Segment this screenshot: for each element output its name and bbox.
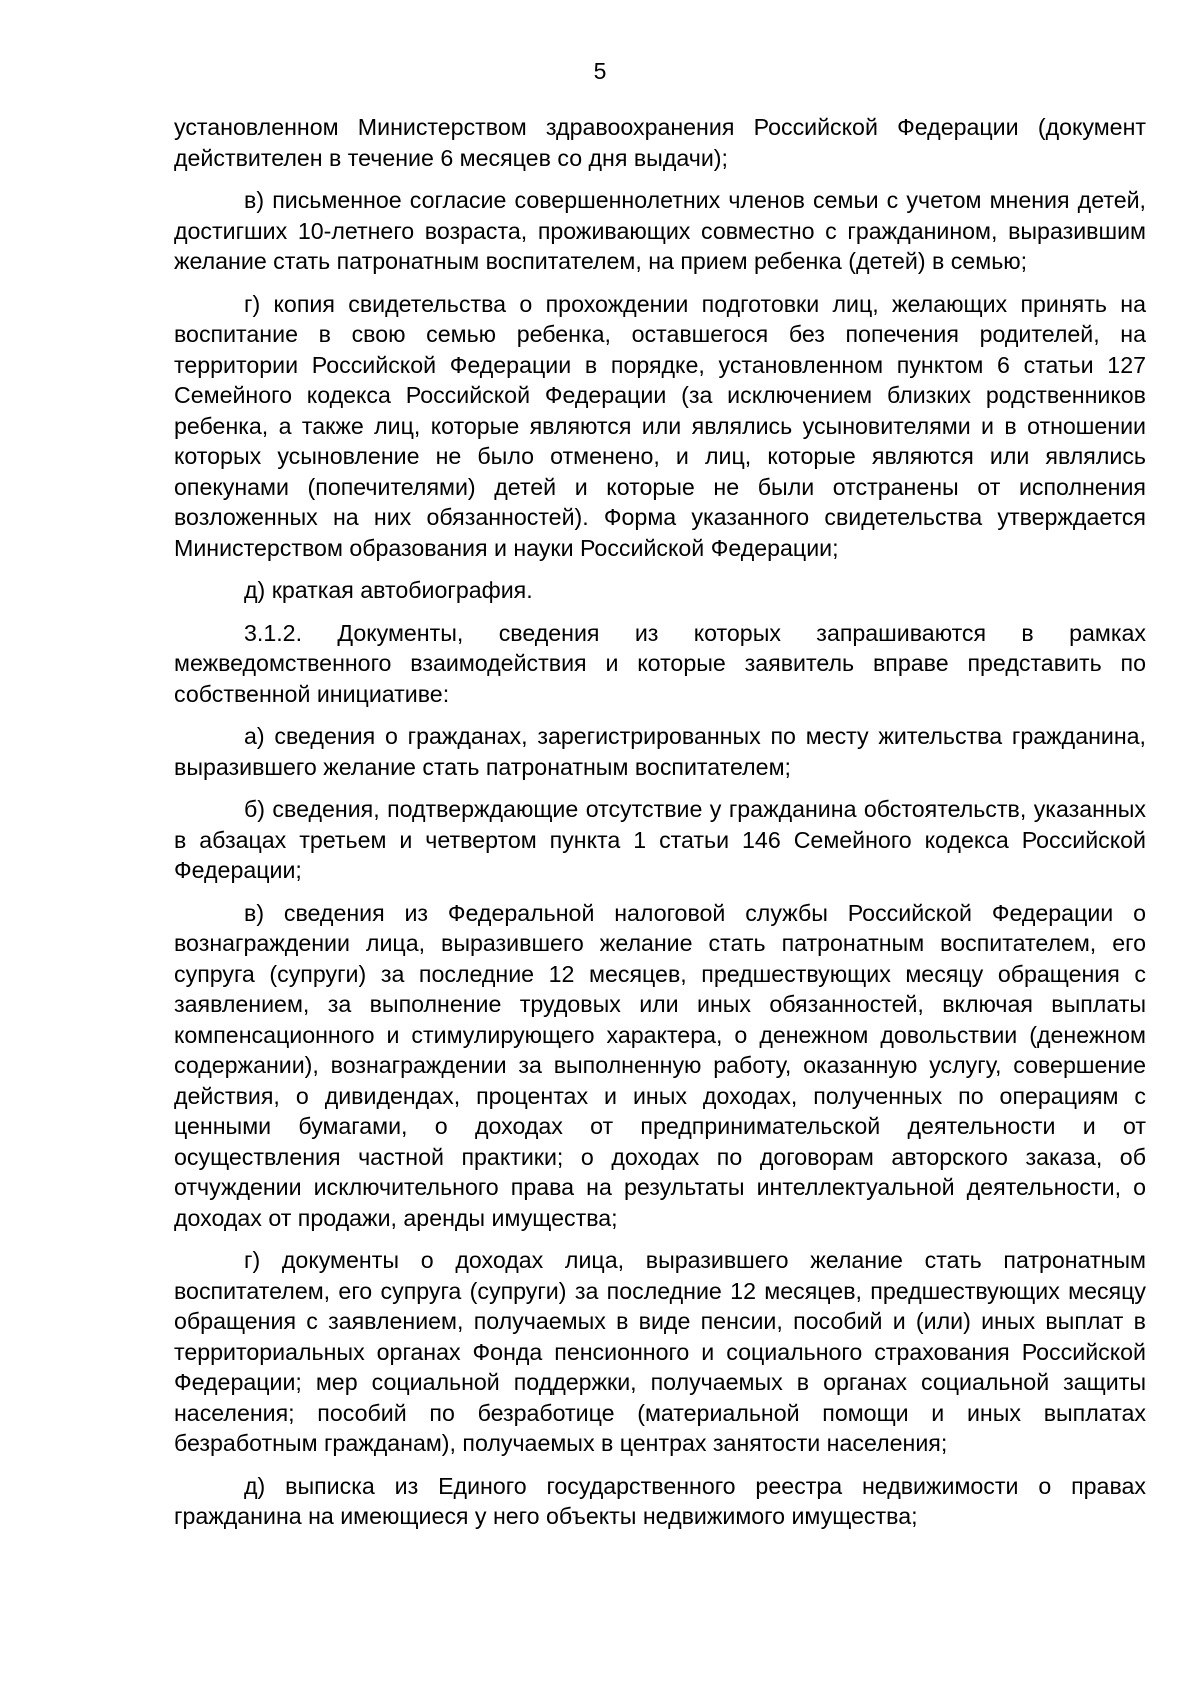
page-number: 5	[593, 58, 607, 84]
paragraph: а) сведения о гражданах, зарегистрированных по месту жительства гражданина, выразившего желание стать патронатным воспитателем;	[174, 723, 1146, 780]
document-body	[174, 112, 1146, 1544]
paragraph: 3.1.2. Документы, сведения из которых запрашиваются в рамках межведомственного взаимодействия и которые заявитель вправе представить по собственной инициативе:	[174, 619, 1146, 707]
paragraph: д) выписка из Единого государственного реестра недвижимости о правах гражданина на имеющиеся у него объекты недвижимого имущества;	[174, 1472, 1146, 1529]
paragraph: в) сведения из Федеральной налоговой службы Российской Федерации о вознаграждении лица, выразившего желание стать патронатным воспитателем, его супруга (супруги) за последние 12 месяцев, предшествующих месяцу обращения с заявлением, за выполнение трудовых или иных обязанностей, включая выплаты компенсационного и стимулирующего характера, о денежном довольствии (денежном содержании), вознаграждении за выполненную работу, оказанную услугу, совершение действия, о дивидендах, процентах и иных доходах, полученных по операциям с ценными бумагами, о доходах от предпринимательской деятельности и от осуществления частной практики; о доходах по договорам авторского заказа, об отчуждении исключительного права на результаты интеллектуальной деятельности, о доходах от продажи, аренды имущества;	[174, 899, 1146, 1231]
paragraph: в) письменное согласие совершеннолетних членов семьи с учетом мнения детей, достигших 10-летнего возраста, проживающих совместно с гражданином, выразившим желание стать патронатным воспитателем, на прием ребенка (детей) в семью;	[174, 187, 1146, 274]
paragraph: установленном Министерством здравоохранения Российской Федерации (документ действителен в течение 6 месяцев со дня выдачи);	[174, 114, 1146, 171]
paragraph: г) копия свидетельства о прохождении подготовки лиц, желающих принять на воспитание в свою семью ребенка, оставшегося без попечения родителей, на территории Российской Федерации в порядке, установленном пунктом 6 статьи 127 Семейного кодекса Российской Федерации (за исключением близких родственников ребенка, а также лиц, которые являются или являлись усыновителями и в отношении которых усыновление не было отменено, и лиц, которые являются или являлись опекунами (попечителями) детей и которые не были отстранены от исполнения возложенных на них обязанностей). Форма указанного свидетельства утверждается Министерством образования и науки Российской Федерации;	[174, 290, 1146, 561]
paragraph: д) краткая автобиография.	[244, 577, 533, 603]
paragraph: б) сведения, подтверждающие отсутствие у гражданина обстоятельств, указанных в абзацах третьем и четвертом пункта 1 статьи 146 Семейного кодекса Российской Федерации;	[174, 796, 1146, 883]
paragraph: г) документы о доходах лица, выразившего желание стать патронатным воспитателем, его супруга (супруги) за последние 12 месяцев, предшествующих месяцу обращения с заявлением, получаемых в виде пенсии, пособий и (или) иных выплат в территориальных органах Фонда пенсионного и социального страхования Российской Федерации; мер социальной поддержки, получаемых в органах социальной защиты населения; пособий по безработице (материальной помощи и иных выплатах безработным гражданам), получаемых в центрах занятости населения;	[174, 1247, 1146, 1456]
